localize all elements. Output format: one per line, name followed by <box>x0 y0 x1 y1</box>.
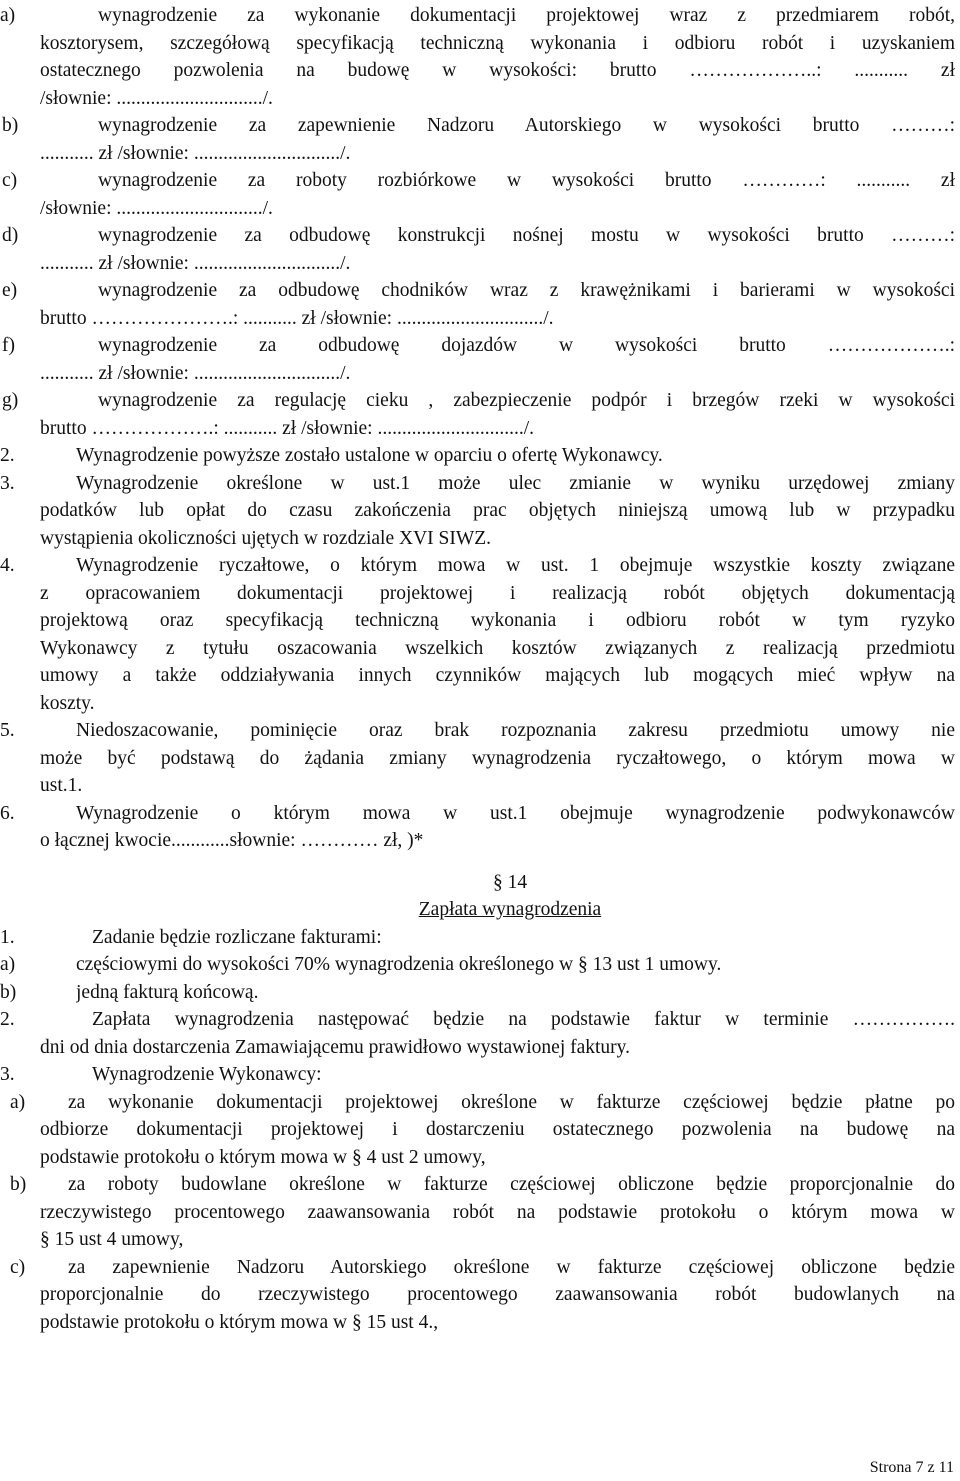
document-line <box>0 1116 960 1144</box>
document-line <box>0 497 960 525</box>
list-marker: 1. <box>0 926 15 948</box>
list-marker: 3. <box>0 472 15 494</box>
line-text: za wykonanie dokumentacji projektowej określone w fakturze częściowej będzie płatne po <box>68 1091 955 1113</box>
document-line <box>0 1034 960 1062</box>
line-text: wynagrodzenie za roboty rozbiórkowe w wysokości brutto …………: ........... zł <box>98 170 955 191</box>
list-marker: a) <box>0 954 16 975</box>
document-line <box>0 277 960 305</box>
document-line <box>0 332 960 360</box>
document-line <box>0 896 960 924</box>
line-text: podatków lub opłat do czasu zakończenia prac objętych niniejszą umową lub w przypadku <box>40 500 955 521</box>
document-line <box>0 772 960 800</box>
list-marker: 2. <box>0 1009 15 1030</box>
document-line <box>0 1089 960 1117</box>
list-marker: 2. <box>0 445 15 466</box>
document-line <box>0 951 960 979</box>
line-text: z opracowaniem dokumentacji projektowej i realizacją robót objętych dokumentacją <box>40 582 955 604</box>
document-line <box>0 855 960 869</box>
list-marker: g) <box>2 390 19 411</box>
document-line <box>0 167 960 195</box>
line-text: Wynagrodzenie o którym mowa w ust.1 obejmuje wynagrodzenie podwykonawców <box>76 802 955 824</box>
document-line <box>0 1171 960 1199</box>
list-marker: 3. <box>0 1064 15 1085</box>
line-text: o łącznej kwocie............słownie: ………… zł, )* <box>40 830 424 851</box>
document-line <box>0 140 960 168</box>
line-text: ........... zł /słownie: ............................../. <box>40 252 351 274</box>
line-text: Wynagrodzenie określone w ust.1 może ulec zmianie w wyniku urzędowej zmiany <box>76 472 955 494</box>
document-line <box>0 635 960 663</box>
list-marker: a) <box>0 5 16 26</box>
document-line <box>0 112 960 140</box>
list-marker: c) <box>2 170 18 191</box>
line-text: wystąpienia okoliczności ujętych w rozdziale XVI SIWZ. <box>40 527 492 549</box>
list-marker: e) <box>2 280 18 301</box>
line-text: § 15 ust 4 umowy, <box>40 1229 184 1250</box>
document-line <box>0 250 960 278</box>
line-text: umowy a także oddziaływania innych czynników mających lub mogących mieć wpływ na <box>40 665 955 686</box>
document-line <box>0 869 960 897</box>
document-line <box>0 85 960 113</box>
document-line <box>0 305 960 333</box>
line-text: rzeczywistego procentowego zaawansowania robót na podstawie protokołu o którym mowa w <box>40 1201 955 1223</box>
line-text: brutto ……………….: ........... zł /słownie: ............................../. <box>40 417 534 439</box>
document-line <box>0 57 960 85</box>
line-text: /słownie: ............................../. <box>40 87 273 109</box>
section-heading: Zapłata wynagrodzenia <box>418 899 602 920</box>
document-line <box>0 360 960 388</box>
document-line <box>0 827 960 855</box>
list-marker: c) <box>10 1256 26 1278</box>
document-line <box>0 1226 960 1254</box>
line-text: podstawie protokołu o którym mowa w § 4 ust 2 umowy, <box>40 1146 486 1168</box>
line-text: podstawie protokołu o którym mowa w § 15 ust 4., <box>40 1311 439 1333</box>
list-marker: d) <box>2 225 19 246</box>
document-line <box>0 1281 960 1309</box>
line-text: wynagrodzenie za odbudowę chodników wraz z krawężnikami i barierami w wysokości <box>98 280 955 301</box>
line-text: Wynagrodzenie powyższe zostało ustalone w oparciu o ofertę Wykonawcy. <box>76 445 663 466</box>
document-line <box>0 607 960 635</box>
line-text: Zapłata wynagrodzenia następować będzie na podstawie faktur w terminie ……………. <box>92 1009 955 1030</box>
document-line <box>0 1254 960 1282</box>
document-line <box>0 717 960 745</box>
line-text: Zadanie będzie rozliczane fakturami: <box>92 926 382 948</box>
document-line <box>0 442 960 470</box>
line-text: wynagrodzenie za wykonanie dokumentacji projektowej wraz z przedmiarem robót, <box>98 5 955 26</box>
line-text: projektową oraz specyfikacją techniczną wykonania i odbioru robót w tym ryzyko <box>40 610 955 631</box>
document-line <box>0 387 960 415</box>
list-marker: 5. <box>0 720 15 741</box>
document-line <box>0 1144 960 1172</box>
line-text: ........... zł /słownie: ............................../. <box>40 142 351 164</box>
list-marker: b) <box>0 981 17 1003</box>
document-line <box>0 470 960 498</box>
line-text: jedną fakturą końcową. <box>76 981 259 1003</box>
line-text: brutto ………………….: ........... zł /słownie: ............................../. <box>40 307 554 329</box>
line-text: wynagrodzenie za regulację cieku , zabezpieczenie podpór i brzegów rzeki w wysokości <box>98 390 955 411</box>
line-text: proporcjonalnie do rzeczywistego procentowego zaawansowania robót budowlanych na <box>40 1284 955 1305</box>
document-line <box>0 1006 960 1034</box>
line-text: dni od dnia dostarczenia Zamawiającemu prawidłowo wystawionej faktury. <box>40 1036 631 1058</box>
list-marker: a) <box>10 1091 26 1113</box>
document-line <box>0 924 960 952</box>
section-heading: § 14 <box>492 871 528 893</box>
document-line <box>0 525 960 553</box>
line-text: może być podstawą do żądania zmiany wynagrodzenia ryczałtowego, o którym mowa w <box>40 747 955 769</box>
document-line <box>0 222 960 250</box>
line-text: koszty. <box>40 692 95 714</box>
line-text: Wynagrodzenie ryczałtowe, o którym mowa w ust. 1 obejmuje wszystkie koszty związane <box>76 555 955 576</box>
line-text: ostatecznego pozwolenia na budowę w wysokości: brutto ………………..: ........... zł <box>40 60 955 81</box>
list-marker: b) <box>10 1174 27 1195</box>
document-line <box>0 552 960 580</box>
line-text: częściowymi do wysokości 70% wynagrodzenia określonego w § 13 ust 1 umowy. <box>76 954 722 975</box>
document-line <box>0 979 960 1007</box>
document-line <box>0 30 960 58</box>
line-text: za roboty budowlane określone w fakturze częściowej obliczone będzie proporcjonalnie do <box>68 1174 955 1195</box>
line-text: ust.1. <box>40 775 83 796</box>
line-text: Wykonawcy z tytułu oszacowania wszelkich kosztów związanych z realizacją przedmiotu <box>40 637 955 659</box>
document-line <box>0 690 960 718</box>
page-number: Strona 7 z 11 <box>869 1459 954 1476</box>
document-line <box>0 2 960 30</box>
line-text: wynagrodzenie za zapewnienie Nadzoru Autorskiego w wysokości brutto ………: <box>98 115 955 136</box>
line-text: kosztorysem, szczegółową specyfikacją techniczną wykonania i odbioru robót i uzyskaniem <box>40 32 955 54</box>
line-text: odbiorze dokumentacji projektowej i dostarczeniu ostatecznego pozwolenia na budowę na <box>40 1119 955 1140</box>
document-line <box>0 1061 960 1089</box>
line-text: Niedoszacowanie, pominięcie oraz brak rozpoznania zakresu przedmiotu umowy nie <box>76 720 955 741</box>
list-marker: 4. <box>0 555 15 576</box>
document-line <box>0 800 960 828</box>
document-line <box>0 580 960 608</box>
list-marker: 6. <box>0 802 15 824</box>
document-line <box>0 1309 960 1337</box>
line-text: ........... zł /słownie: ............................../. <box>40 362 351 384</box>
document-line <box>0 195 960 223</box>
document-line <box>0 662 960 690</box>
line-text: wynagrodzenie za odbudowę dojazdów w wysokości brutto ……………….: <box>98 335 955 356</box>
list-marker: b) <box>2 115 19 136</box>
line-text: za zapewnienie Nadzoru Autorskiego określone w fakturze częściowej obliczone będzie <box>68 1256 955 1278</box>
document-line <box>0 745 960 773</box>
document-line <box>0 1199 960 1227</box>
list-marker: f) <box>2 335 15 356</box>
document-line <box>0 415 960 443</box>
line-text: /słownie: ............................../. <box>40 197 273 219</box>
line-text: Wynagrodzenie Wykonawcy: <box>92 1064 322 1085</box>
line-text: wynagrodzenie za odbudowę konstrukcji nośnej mostu w wysokości brutto ………: <box>98 225 955 246</box>
